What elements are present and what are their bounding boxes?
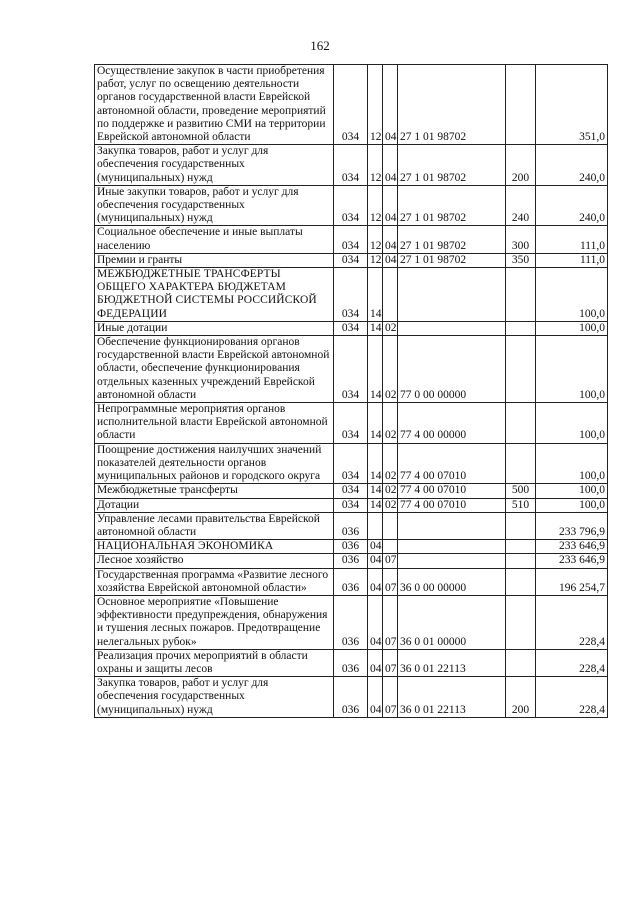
row-amount: 196 254,7 (536, 568, 608, 595)
row-description: Обеспечение функционирования органов государственной власти Еврейской автономной области, обеспечение функционирования отдельных казенных учреждений Еврейской автономной области (95, 336, 334, 403)
row-section-code: 14 (368, 268, 383, 322)
row-target-article-code (398, 540, 506, 554)
row-amount: 111,0 (536, 253, 608, 267)
row-expense-type-code: 200 (506, 145, 536, 186)
table-row (95, 677, 608, 718)
row-amount: 233 646,9 (536, 540, 608, 554)
row-section-code (368, 512, 383, 539)
table-row (95, 253, 608, 267)
row-section-code: 12 (368, 185, 383, 226)
row-section-code: 14 (368, 443, 383, 484)
row-amount: 100,0 (536, 498, 608, 512)
table-row (95, 484, 608, 498)
row-description: Непрограммные мероприятия органов исполнительной власти Еврейской автономной области (95, 403, 334, 444)
row-target-article-code (398, 321, 506, 335)
table-row (95, 540, 608, 554)
row-target-article-code (398, 554, 506, 568)
row-expense-type-code (506, 554, 536, 568)
row-description: Премии и гранты (95, 253, 334, 267)
row-expense-type-code (506, 568, 536, 595)
table-row (95, 226, 608, 253)
row-section-code: 04 (368, 554, 383, 568)
row-target-article-code: 36 0 01 22113 (398, 649, 506, 676)
table-row (95, 568, 608, 595)
row-ministry-code: 036 (334, 512, 368, 539)
row-amount: 100,0 (536, 268, 608, 322)
row-expense-type-code (506, 595, 536, 649)
row-description: Лесное хозяйство (95, 554, 334, 568)
row-expense-type-code (506, 336, 536, 403)
row-expense-type-code (506, 65, 536, 145)
row-subsection-code: 07 (383, 595, 398, 649)
row-subsection-code: 02 (383, 336, 398, 403)
row-subsection-code: 02 (383, 321, 398, 335)
row-expense-type-code (506, 649, 536, 676)
row-subsection-code: 02 (383, 498, 398, 512)
row-description: Закупка товаров, работ и услуг для обеспечения государственных (муниципальных) нужд (95, 145, 334, 186)
row-ministry-code: 034 (334, 321, 368, 335)
row-ministry-code: 034 (334, 185, 368, 226)
row-expense-type-code (506, 512, 536, 539)
row-target-article-code: 27 1 01 98702 (398, 145, 506, 186)
row-ministry-code: 034 (334, 226, 368, 253)
row-subsection-code: 02 (383, 403, 398, 444)
budget-table (94, 64, 608, 718)
row-expense-type-code: 350 (506, 253, 536, 267)
row-section-code: 12 (368, 145, 383, 186)
row-target-article-code: 77 4 00 07010 (398, 484, 506, 498)
table-row (95, 65, 608, 145)
row-description: Социальное обеспечение и иные выплаты населению (95, 226, 334, 253)
row-subsection-code: 02 (383, 443, 398, 484)
table-row (95, 185, 608, 226)
row-ministry-code: 036 (334, 677, 368, 718)
row-target-article-code: 27 1 01 98702 (398, 185, 506, 226)
table-row (95, 649, 608, 676)
row-section-code: 14 (368, 336, 383, 403)
row-ministry-code: 034 (334, 498, 368, 512)
row-ministry-code: 034 (334, 145, 368, 186)
table-row (95, 403, 608, 444)
row-subsection-code (383, 540, 398, 554)
row-description: Дотации (95, 498, 334, 512)
row-expense-type-code: 500 (506, 484, 536, 498)
row-section-code: 14 (368, 498, 383, 512)
table-row (95, 336, 608, 403)
row-target-article-code: 27 1 01 98702 (398, 226, 506, 253)
row-amount: 240,0 (536, 145, 608, 186)
row-description: Управление лесами правительства Еврейской автономной области (95, 512, 334, 539)
row-ministry-code: 036 (334, 595, 368, 649)
row-amount: 228,4 (536, 677, 608, 718)
page-number: 162 (310, 38, 330, 53)
row-amount: 233 646,9 (536, 554, 608, 568)
row-target-article-code (398, 512, 506, 539)
row-section-code: 04 (368, 677, 383, 718)
row-expense-type-code (506, 540, 536, 554)
row-target-article-code: 77 4 00 07010 (398, 443, 506, 484)
row-amount: 111,0 (536, 226, 608, 253)
row-amount: 228,4 (536, 649, 608, 676)
row-subsection-code: 07 (383, 677, 398, 718)
row-ministry-code: 034 (334, 268, 368, 322)
row-expense-type-code (506, 321, 536, 335)
table-row (95, 443, 608, 484)
row-description: Закупка товаров, работ и услуг для обеспечения государственных (муниципальных) нужд (95, 677, 334, 718)
row-amount: 100,0 (536, 336, 608, 403)
row-section-code: 12 (368, 253, 383, 267)
row-subsection-code: 07 (383, 568, 398, 595)
row-expense-type-code (506, 268, 536, 322)
row-section-code: 04 (368, 540, 383, 554)
row-description: Межбюджетные трансферты (95, 484, 334, 498)
row-expense-type-code (506, 443, 536, 484)
row-section-code: 04 (368, 649, 383, 676)
row-ministry-code: 036 (334, 568, 368, 595)
row-ministry-code: 034 (334, 403, 368, 444)
row-amount: 351,0 (536, 65, 608, 145)
row-target-article-code: 77 4 00 00000 (398, 403, 506, 444)
row-subsection-code: 04 (383, 253, 398, 267)
table-row (95, 595, 608, 649)
row-target-article-code: 36 0 01 00000 (398, 595, 506, 649)
table-row (95, 321, 608, 335)
row-target-article-code: 27 1 01 98702 (398, 65, 506, 145)
row-amount: 100,0 (536, 321, 608, 335)
row-amount: 100,0 (536, 484, 608, 498)
row-expense-type-code: 240 (506, 185, 536, 226)
row-ministry-code: 034 (334, 484, 368, 498)
row-description: Государственная программа «Развитие лесного хозяйства Еврейской автономной области» (95, 568, 334, 595)
row-amount: 100,0 (536, 443, 608, 484)
row-description: Осуществление закупок в части приобретения работ, услуг по освещению деятельности органов государственной власти Еврейской автономной области, проведение мероприятий по поддержке и развитию СМИ на территории Еврейской автономной области (95, 65, 334, 145)
row-target-article-code (398, 268, 506, 322)
budget-table-body (95, 65, 608, 718)
row-description: Иные закупки товаров, работ и услуг для обеспечения государственных (муниципальных) нужд (95, 185, 334, 226)
row-subsection-code (383, 268, 398, 322)
row-ministry-code: 034 (334, 443, 368, 484)
row-target-article-code: 36 0 01 22113 (398, 677, 506, 718)
row-amount: 233 796,9 (536, 512, 608, 539)
row-description: Иные дотации (95, 321, 334, 335)
table-row (95, 498, 608, 512)
row-amount: 240,0 (536, 185, 608, 226)
row-subsection-code: 04 (383, 145, 398, 186)
table-row (95, 512, 608, 539)
row-section-code: 12 (368, 65, 383, 145)
row-description: НАЦИОНАЛЬНАЯ ЭКОНОМИКА (95, 540, 334, 554)
row-section-code: 12 (368, 226, 383, 253)
row-target-article-code: 27 1 01 98702 (398, 253, 506, 267)
row-ministry-code: 034 (334, 336, 368, 403)
row-subsection-code: 07 (383, 649, 398, 676)
row-target-article-code: 36 0 00 00000 (398, 568, 506, 595)
row-section-code: 14 (368, 403, 383, 444)
row-section-code: 04 (368, 568, 383, 595)
row-subsection-code (383, 512, 398, 539)
row-section-code: 04 (368, 595, 383, 649)
row-ministry-code: 034 (334, 253, 368, 267)
table-row (95, 554, 608, 568)
row-subsection-code: 07 (383, 554, 398, 568)
row-section-code: 14 (368, 321, 383, 335)
row-amount: 100,0 (536, 403, 608, 444)
row-target-article-code: 77 0 00 00000 (398, 336, 506, 403)
row-ministry-code: 036 (334, 649, 368, 676)
row-expense-type-code (506, 403, 536, 444)
row-description: Основное мероприятие «Повышение эффективности предупреждения, обнаружения и тушения лесных пожаров. Предотвращение нелегальных рубок» (95, 595, 334, 649)
row-description: Реализация прочих мероприятий в области охраны и защиты лесов (95, 649, 334, 676)
row-target-article-code: 77 4 00 07010 (398, 498, 506, 512)
row-ministry-code: 034 (334, 65, 368, 145)
row-section-code: 14 (368, 484, 383, 498)
row-subsection-code: 02 (383, 484, 398, 498)
row-subsection-code: 04 (383, 226, 398, 253)
table-row (95, 268, 608, 322)
row-expense-type-code: 510 (506, 498, 536, 512)
row-description: Поощрение достижения наилучших значений показателей деятельности органов муниципальных районов и городского округа (95, 443, 334, 484)
row-ministry-code: 036 (334, 540, 368, 554)
row-expense-type-code: 200 (506, 677, 536, 718)
row-subsection-code: 04 (383, 65, 398, 145)
row-ministry-code: 036 (334, 554, 368, 568)
row-amount: 228,4 (536, 595, 608, 649)
table-row (95, 145, 608, 186)
row-description: МЕЖБЮДЖЕТНЫЕ ТРАНСФЕРТЫ ОБЩЕГО ХАРАКТЕРА БЮДЖЕТАМ БЮДЖЕТНОЙ СИСТЕМЫ РОССИЙСКОЙ ФЕДЕРАЦИИ (95, 268, 334, 322)
row-subsection-code: 04 (383, 185, 398, 226)
row-expense-type-code: 300 (506, 226, 536, 253)
